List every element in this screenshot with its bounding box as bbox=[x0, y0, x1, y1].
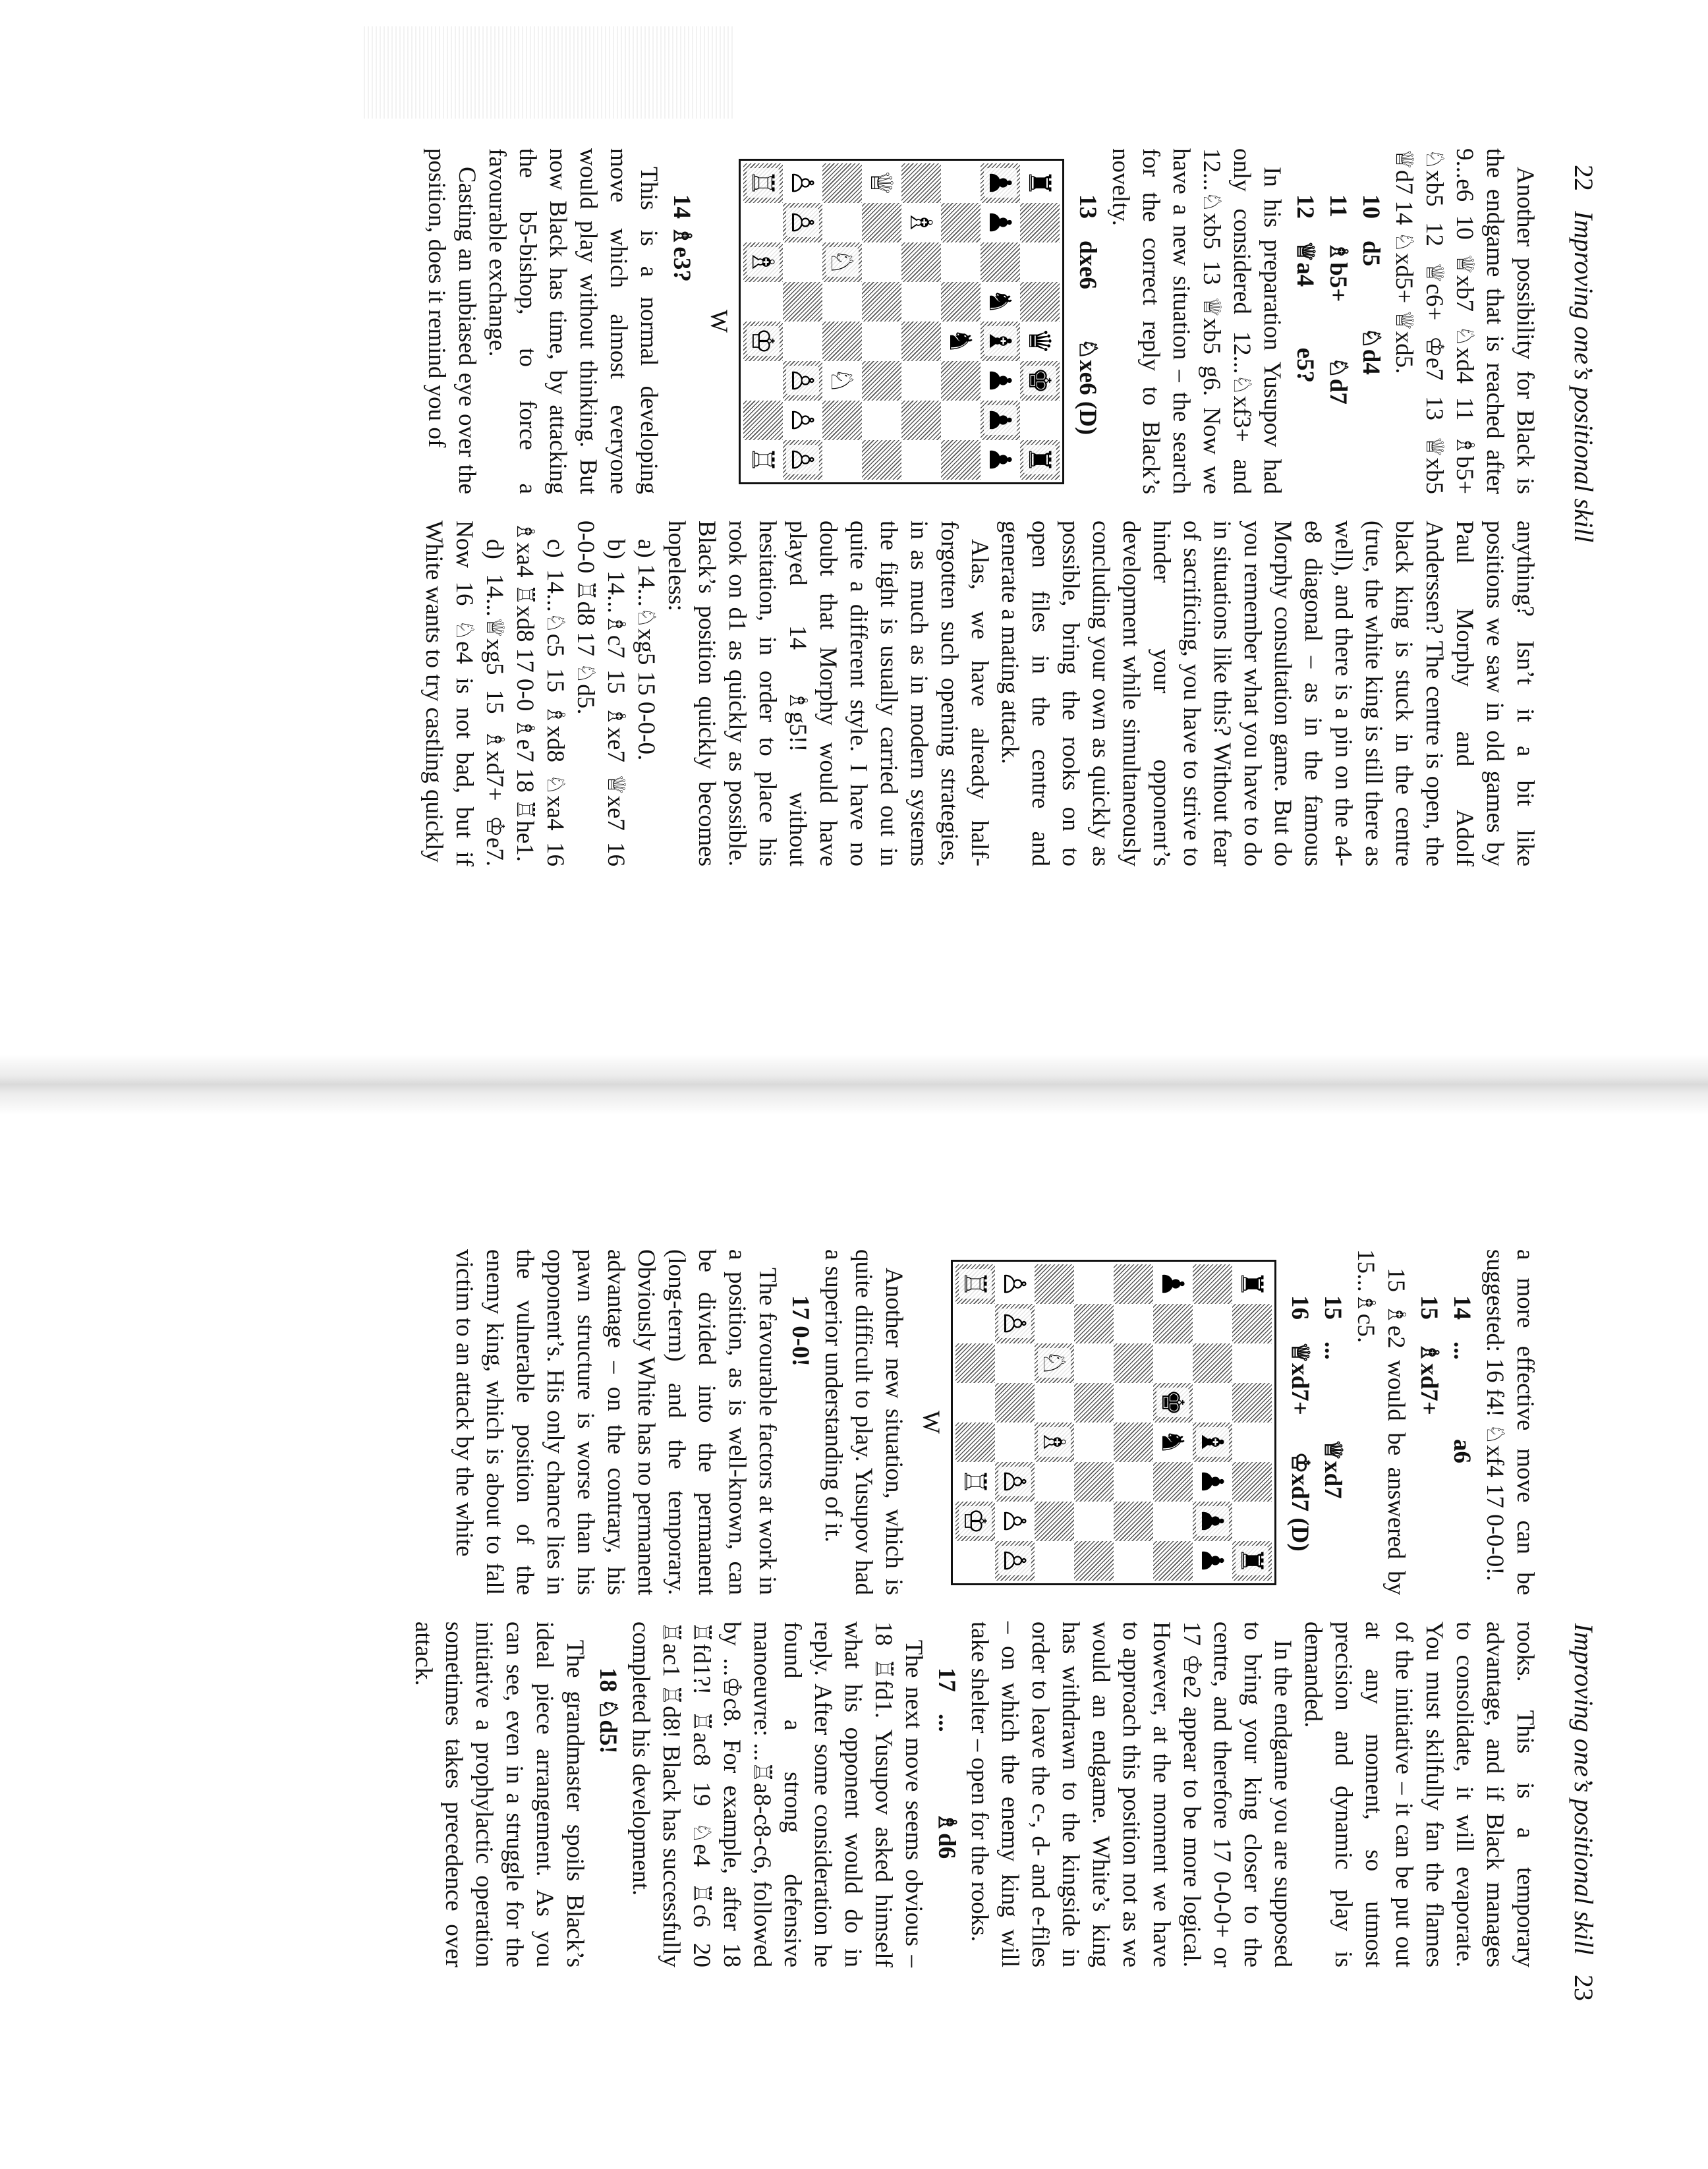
diagram-caption: W bbox=[917, 1411, 944, 1434]
board-square bbox=[1020, 282, 1060, 322]
page-number: 22 bbox=[1569, 165, 1599, 191]
paragraph: The next move seems obvious – 18 ♖fd1. Yusupov asked himself what his opponent would do in reply. After some consideration he found a strong defensive manoeuvre: ...♖a8-c8-c6, followed by ...♔c8. For example, after 18 ♖fd1?! ♖ac8 19 ♘e4 ♖c6 20 ♖ac1 ♖d8! Black has successfully completed his development. bbox=[627, 1621, 927, 1967]
board-square bbox=[901, 440, 941, 480]
board-square bbox=[822, 282, 862, 322]
board-square bbox=[1020, 401, 1060, 440]
board-square bbox=[1074, 1462, 1114, 1502]
chess-piece-icon: ♗ bbox=[903, 208, 939, 237]
board-square bbox=[955, 1502, 995, 1541]
board-square bbox=[862, 322, 901, 361]
board-square bbox=[1114, 1462, 1153, 1502]
board-square bbox=[981, 203, 1020, 242]
board-square bbox=[743, 322, 783, 361]
left-page bbox=[0, 0, 1708, 1084]
board-grid bbox=[743, 163, 1060, 480]
chess-piece-icon: ♜ bbox=[1022, 445, 1058, 474]
diagram-caption: W bbox=[705, 310, 732, 333]
chess-board bbox=[739, 159, 1064, 484]
board-square bbox=[862, 282, 901, 322]
board-square bbox=[941, 163, 981, 203]
chess-piece-icon: ♙ bbox=[997, 1546, 1033, 1575]
board-square bbox=[1074, 1423, 1114, 1462]
chess-piece-icon: ♕ bbox=[864, 169, 899, 197]
board-square bbox=[822, 163, 862, 203]
move-line: 17... ♗d6 bbox=[933, 1668, 960, 1859]
move-line: 16♕xd7+ ♔xd7 (D) bbox=[1286, 1295, 1313, 1552]
board-square bbox=[1193, 1423, 1232, 1462]
board-square bbox=[1232, 1541, 1272, 1581]
board-square bbox=[1193, 1264, 1232, 1304]
board-square bbox=[981, 242, 1020, 282]
move-line: 14... a6 bbox=[1448, 1295, 1475, 1463]
chess-piece-icon: ♔ bbox=[957, 1507, 993, 1535]
text-column bbox=[421, 148, 1540, 494]
board-square bbox=[995, 1264, 1035, 1304]
board-square bbox=[981, 163, 1020, 203]
variation-line: b) 14...♗c7 15 ♗xe7 ♕xe7 16 0-0-0 ♖d8 17 ♘d5. bbox=[572, 521, 629, 866]
chess-piece-icon: ♟ bbox=[1195, 1467, 1230, 1496]
chess-piece-icon: ♗ bbox=[745, 248, 781, 276]
board-square bbox=[1232, 1423, 1272, 1462]
move-line: 14 ♗e3? bbox=[668, 194, 695, 282]
chess-piece-icon: ♞ bbox=[982, 287, 1018, 316]
board-square bbox=[1153, 1502, 1193, 1541]
board-square bbox=[1035, 1423, 1074, 1462]
chess-piece-icon: ♙ bbox=[997, 1507, 1033, 1535]
board-square bbox=[862, 361, 901, 401]
board-square bbox=[1035, 1304, 1074, 1343]
board-square bbox=[743, 203, 783, 242]
chess-piece-icon: ♚ bbox=[1022, 366, 1058, 395]
board-square bbox=[1232, 1264, 1272, 1304]
chess-piece-icon: ♟ bbox=[1195, 1507, 1230, 1535]
chess-piece-icon: ♞ bbox=[943, 327, 979, 355]
paragraph: In the endgame you are supposed to bring your king closer to the centre, and therefore 17 0-0-0+ or 17 ♔e2 appear to be more logical. However, at the moment we have to approach this position not as we would an endgame. White’s king has withdrawn to the kingside in order to leave the c-, d- and e-files – on which the enemy king will take shelter – open for the rooks. bbox=[966, 1621, 1296, 1967]
board-square bbox=[1035, 1502, 1074, 1541]
board-square bbox=[1114, 1423, 1153, 1462]
board-square bbox=[1020, 163, 1060, 203]
chess-piece-icon: ♟ bbox=[982, 169, 1018, 197]
board-square bbox=[1074, 1502, 1114, 1541]
board-square bbox=[901, 163, 941, 203]
board-square bbox=[1035, 1541, 1074, 1581]
board-square bbox=[1153, 1462, 1193, 1502]
board-square bbox=[941, 440, 981, 480]
board-square bbox=[783, 163, 822, 203]
board-square bbox=[981, 361, 1020, 401]
board-square bbox=[783, 203, 822, 242]
board-square bbox=[1020, 242, 1060, 282]
board-square bbox=[1232, 1304, 1272, 1343]
running-title: Improving one’s positional skill bbox=[1569, 211, 1599, 543]
board-square bbox=[901, 203, 941, 242]
chess-diagram bbox=[915, 1249, 1276, 1595]
move-line: 12♕a4 e5? bbox=[1292, 194, 1319, 383]
chess-piece-icon: ♙ bbox=[785, 366, 820, 395]
board-square bbox=[901, 401, 941, 440]
board-square bbox=[995, 1304, 1035, 1343]
move-line: 11♗b5+ ♘d7 bbox=[1324, 194, 1352, 405]
board-square bbox=[941, 242, 981, 282]
variation-line: c) 14...♘c5 15 ♗xd8 ♘xa4 16 ♗xa4 ♖xd8 17 0-0 ♗e7 18 ♖he1. bbox=[511, 521, 569, 866]
board-square bbox=[995, 1383, 1035, 1423]
board-square bbox=[862, 440, 901, 480]
board-square bbox=[1153, 1423, 1193, 1462]
board-square bbox=[783, 401, 822, 440]
board-square bbox=[1074, 1343, 1114, 1383]
board-square bbox=[941, 322, 981, 361]
board-square bbox=[822, 242, 862, 282]
board-square bbox=[901, 282, 941, 322]
paragraph: a more effective move can be suggested: 16 f4! ♘xf4 17 0-0-0!. bbox=[1481, 1249, 1539, 1595]
board-square bbox=[955, 1423, 995, 1462]
right-page bbox=[0, 1084, 1708, 2169]
board-square bbox=[743, 361, 783, 401]
chess-piece-icon: ♙ bbox=[997, 1467, 1033, 1496]
chess-piece-icon: ♖ bbox=[957, 1467, 993, 1496]
board-square bbox=[995, 1541, 1035, 1581]
page-number: 23 bbox=[1569, 1975, 1599, 2001]
board-square bbox=[783, 322, 822, 361]
board-square bbox=[1193, 1502, 1232, 1541]
board-square bbox=[1114, 1502, 1153, 1541]
board-square bbox=[1035, 1264, 1074, 1304]
running-head-left bbox=[1568, 165, 1599, 542]
board-square bbox=[1020, 361, 1060, 401]
text-column bbox=[449, 1249, 1540, 1595]
board-square bbox=[981, 401, 1020, 440]
chess-piece-icon: ♟ bbox=[982, 366, 1018, 395]
chess-board bbox=[951, 1260, 1276, 1585]
board-square bbox=[955, 1264, 995, 1304]
board-square bbox=[1114, 1264, 1153, 1304]
board-square bbox=[743, 440, 783, 480]
board-square bbox=[981, 440, 1020, 480]
chess-piece-icon: ♖ bbox=[745, 445, 781, 474]
board-square bbox=[941, 401, 981, 440]
board-square bbox=[1153, 1541, 1193, 1581]
board-square bbox=[1193, 1462, 1232, 1502]
board-square bbox=[1193, 1343, 1232, 1383]
chess-piece-icon: ♞ bbox=[1155, 1428, 1191, 1456]
chess-piece-icon: ♙ bbox=[785, 208, 820, 237]
board-square bbox=[1074, 1264, 1114, 1304]
board-square bbox=[862, 163, 901, 203]
board-square bbox=[862, 203, 901, 242]
board-square bbox=[981, 282, 1020, 322]
chess-piece-icon: ♖ bbox=[957, 1270, 993, 1298]
board-square bbox=[1232, 1502, 1272, 1541]
board-square bbox=[1193, 1383, 1232, 1423]
board-square bbox=[1232, 1462, 1272, 1502]
paragraph: rooks. This is a temporary advantage, and if Black manages to consolidate, it will evaporate. You must skilfully fan the flames of the initiative – it can be put out at any moment, so utmost precision and dynamic play is demanded. bbox=[1299, 1621, 1539, 1967]
chess-piece-icon: ♘ bbox=[824, 366, 860, 395]
variation-line: a) 14...♘xg5 15 0-0-0. bbox=[633, 539, 660, 761]
paragraph: anything? Isn’t it a bit like positions we saw in old games by Paul Morphy and Adolf Anderssen? The centre is open, the black king is stuck in the centre (true, the white king is still there as well), and there is a pin on the a4-e8 diagonal – as in the famous Morphy consultation game. But do you remember what you have to do in situations like this? Without fear of sacrificing, you have to strive to hinder your opponent’s development while simultaneously concluding your own as quickly as possible, bring the rooks on to open files in the centre and generate a mating attack. bbox=[996, 521, 1539, 866]
board-square bbox=[822, 322, 862, 361]
chess-piece-icon: ♘ bbox=[1037, 1349, 1072, 1377]
move-line: 17 0-0! bbox=[787, 1295, 814, 1366]
board-square bbox=[995, 1462, 1035, 1502]
paragraph: The grandmaster spoils Black’s ideal piece arrangement. As you can see, even in a struggle for the initiative a prophylactic operation sometimes takes precedence over attack. bbox=[410, 1621, 588, 1967]
board-square bbox=[995, 1423, 1035, 1462]
board-square bbox=[1114, 1541, 1153, 1581]
chess-piece-icon: ♙ bbox=[785, 169, 820, 197]
board-square bbox=[822, 440, 862, 480]
board-square bbox=[955, 1541, 995, 1581]
chess-piece-icon: ♙ bbox=[785, 445, 820, 474]
chess-piece-icon: ♖ bbox=[745, 169, 781, 197]
paragraph: Casting an unbiased eye over the position, does it remind you of bbox=[423, 148, 480, 494]
board-square bbox=[1074, 1383, 1114, 1423]
board-square bbox=[783, 282, 822, 322]
board-square bbox=[1153, 1304, 1193, 1343]
board-square bbox=[822, 361, 862, 401]
board-square bbox=[1232, 1343, 1272, 1383]
board-square bbox=[862, 242, 901, 282]
board-square bbox=[783, 242, 822, 282]
board-square bbox=[743, 401, 783, 440]
board-grid bbox=[955, 1264, 1272, 1581]
chess-piece-icon: ♘ bbox=[824, 248, 860, 276]
board-square bbox=[822, 401, 862, 440]
chess-piece-icon: ♜ bbox=[1234, 1546, 1270, 1575]
board-square bbox=[901, 361, 941, 401]
board-square bbox=[955, 1343, 995, 1383]
board-square bbox=[1020, 440, 1060, 480]
board-square bbox=[955, 1304, 995, 1343]
board-square bbox=[981, 322, 1020, 361]
board-square bbox=[1193, 1541, 1232, 1581]
board-square bbox=[1153, 1264, 1193, 1304]
board-square bbox=[1114, 1343, 1153, 1383]
board-square bbox=[1153, 1383, 1193, 1423]
move-line: 18 ♘d5! bbox=[594, 1668, 621, 1754]
board-square bbox=[1153, 1343, 1193, 1383]
board-square bbox=[743, 282, 783, 322]
chess-piece-icon: ♙ bbox=[997, 1270, 1033, 1298]
board-square bbox=[743, 163, 783, 203]
chess-piece-icon: ♝ bbox=[1195, 1428, 1230, 1456]
move-line: 10d5 ♘d4 bbox=[1357, 194, 1384, 375]
chess-piece-icon: ♜ bbox=[1022, 169, 1058, 197]
board-square bbox=[995, 1502, 1035, 1541]
board-square bbox=[1193, 1304, 1232, 1343]
chess-piece-icon: ♙ bbox=[997, 1309, 1033, 1338]
paragraph: Another new situation, which is quite difficult to play. Yusupov had a superior understanding of it. bbox=[820, 1249, 907, 1595]
board-square bbox=[1035, 1343, 1074, 1383]
paragraph: 15 ♗e2 would be answered by 15...♗c5. bbox=[1352, 1249, 1409, 1595]
board-square bbox=[941, 361, 981, 401]
move-line: 15... ♕xd7 bbox=[1319, 1295, 1346, 1499]
board-square bbox=[743, 242, 783, 282]
paragraph: The favourable factors at work in a position, as is well-known, can be divided into the permanent (long-term) and the temporary. Obviously White has no permanent advantage – on the contrary, his pawn structure is worse than his opponent’s. His only chance lies in the vulnerable position of the enemy king, which is about to fall victim to an attack by the white bbox=[451, 1249, 781, 1595]
chess-piece-icon: ♟ bbox=[982, 208, 1018, 237]
board-square bbox=[941, 203, 981, 242]
move-line: 15♗xd7+ bbox=[1415, 1295, 1442, 1415]
board-square bbox=[783, 440, 822, 480]
board-square bbox=[783, 361, 822, 401]
board-square bbox=[1232, 1383, 1272, 1423]
chess-piece-icon: ♚ bbox=[1155, 1388, 1191, 1417]
variation-line: d) 14...♕xg5 15 ♗xd7+ ♔e7. Now 16 ♘e4 is not bad, but if White wants to try castling quickly bbox=[420, 521, 508, 866]
chess-piece-icon: ♙ bbox=[785, 406, 820, 434]
board-square bbox=[1020, 322, 1060, 361]
text-column bbox=[408, 1621, 1540, 1967]
chess-diagram bbox=[703, 148, 1064, 494]
chess-piece-icon: ♛ bbox=[1022, 327, 1058, 355]
chess-piece-icon: ♟ bbox=[1155, 1270, 1191, 1298]
board-square bbox=[1035, 1383, 1074, 1423]
running-title: Improving one’s positional skill bbox=[1569, 1623, 1599, 1955]
paragraph: This is a normal developing move which almost everyone would play without thinking. But now Black has time, by attacking the b5-bishop, to force a favourable exchange. bbox=[484, 148, 662, 494]
board-square bbox=[1035, 1462, 1074, 1502]
chess-piece-icon: ♗ bbox=[1037, 1428, 1072, 1456]
board-square bbox=[941, 282, 981, 322]
paragraph: In his preparation Yusupov had only considered 12...♘xf3+ and 12...♘xb5 13 ♕xb5 g6. Now we have a new situation – the search for the correct reply to Black’s novelty. bbox=[1107, 148, 1286, 494]
chess-piece-icon: ♟ bbox=[1195, 1546, 1230, 1575]
board-square bbox=[1020, 203, 1060, 242]
chess-piece-icon: ♟ bbox=[982, 406, 1018, 434]
chess-piece-icon: ♟ bbox=[982, 445, 1018, 474]
text-column bbox=[418, 521, 1540, 866]
board-square bbox=[822, 203, 862, 242]
board-square bbox=[901, 242, 941, 282]
board-square bbox=[901, 322, 941, 361]
board-square bbox=[1114, 1304, 1153, 1343]
running-head-right bbox=[1568, 1623, 1599, 2001]
paragraph: Alas, we have already half-forgotten such opening strategies, in as much as in modern systems the fight is usually carried out in quite a different style. I have no doubt that Morphy would have played 14 ♗g5!! without hesitation, in order to place his rook on d1 as quickly as possible. Black’s position quickly becomes hopeless: bbox=[663, 521, 993, 866]
board-square bbox=[955, 1383, 995, 1423]
move-line: 13dxe6 ♘xe6 (D) bbox=[1074, 194, 1101, 436]
chess-piece-icon: ♔ bbox=[745, 327, 781, 355]
board-square bbox=[862, 401, 901, 440]
chess-piece-icon: ♝ bbox=[982, 327, 1018, 355]
chess-piece-icon: ♜ bbox=[1234, 1270, 1270, 1298]
paragraph: Another possibility for Black is the endgame that is reached after 9...e6 10 ♕xb7 ♘xd4 11 ♗b5+ ♘xb5 12 ♕c6+ ♔e7 13 ♕xb5 ♕d7 14 ♘xd5+ ♕xd5. bbox=[1390, 148, 1539, 494]
board-square bbox=[995, 1343, 1035, 1383]
board-square bbox=[1074, 1541, 1114, 1581]
board-square bbox=[955, 1462, 995, 1502]
board-square bbox=[1074, 1304, 1114, 1343]
board-square bbox=[1114, 1383, 1153, 1423]
